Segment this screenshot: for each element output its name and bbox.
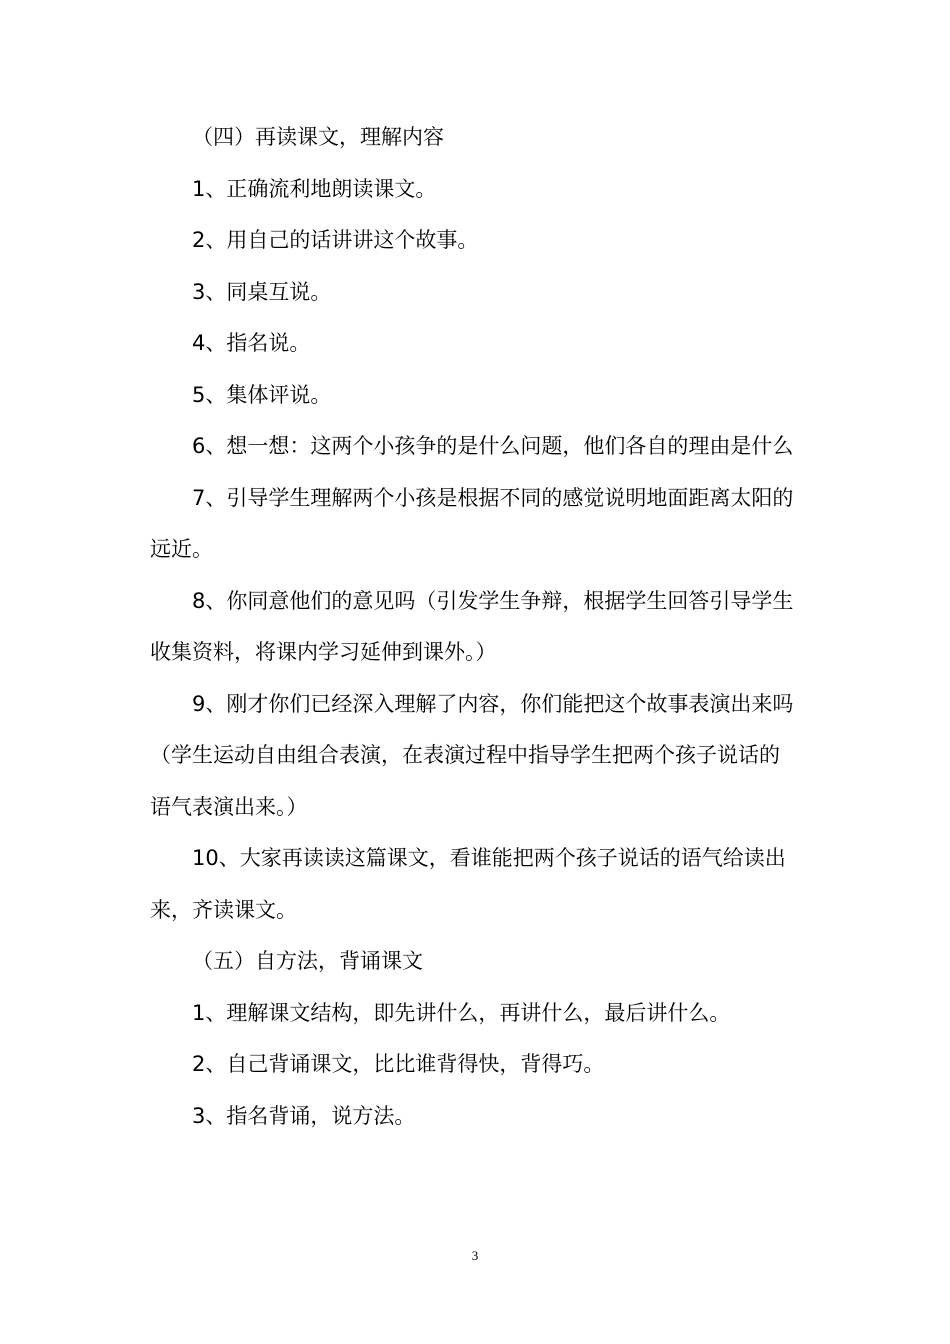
section-heading-5: （五）自方法，背诵课文 [192,949,423,973]
list-item: 3、指名背诵，说方法。 [192,1103,416,1128]
list-item: 2、自己背诵课文，比比谁背得快，背得巧。 [192,1052,605,1076]
list-item: 3、同桌互说。 [192,279,332,304]
list-item: 7、引导学生理解两个小孩是根据不同的感觉说明地面距离太阳的远近。 [150,485,794,561]
list-item: 9、刚才你们已经深入理解了内容，你们能把这个故事表演出来吗（学生运动自由组合表演，在表演过程中指导学生把两个孩子说话的语气表演出来。） [150,691,794,819]
list-item: 4、指名说。 [192,331,311,355]
document-body [150,112,800,1142]
list-item: 1、理解课文结构，即先讲什么，再讲什么，最后讲什么。 [192,1000,731,1025]
list-item: 1、正确流利地朗读课文。 [192,176,437,201]
list-item: 8、你同意他们的意见吗（引发学生争辩，根据学生回答引导学生收集资料，将课内学习延伸到课外。） [150,588,794,664]
list-item: 5、集体评说。 [192,382,332,407]
section-heading-4: （四）再读课文，理解内容 [192,125,444,149]
list-item: 2、用自己的话讲讲这个故事。 [192,228,479,252]
list-item: 10、大家再读读这篇课文，看谁能把两个孩子说话的语气给读出来，齐读课文。 [150,846,786,922]
list-item: 6、想一想：这两个小孩争的是什么问题，他们各自的理由是什么 [192,434,794,458]
page-number: 3 [471,1248,479,1263]
